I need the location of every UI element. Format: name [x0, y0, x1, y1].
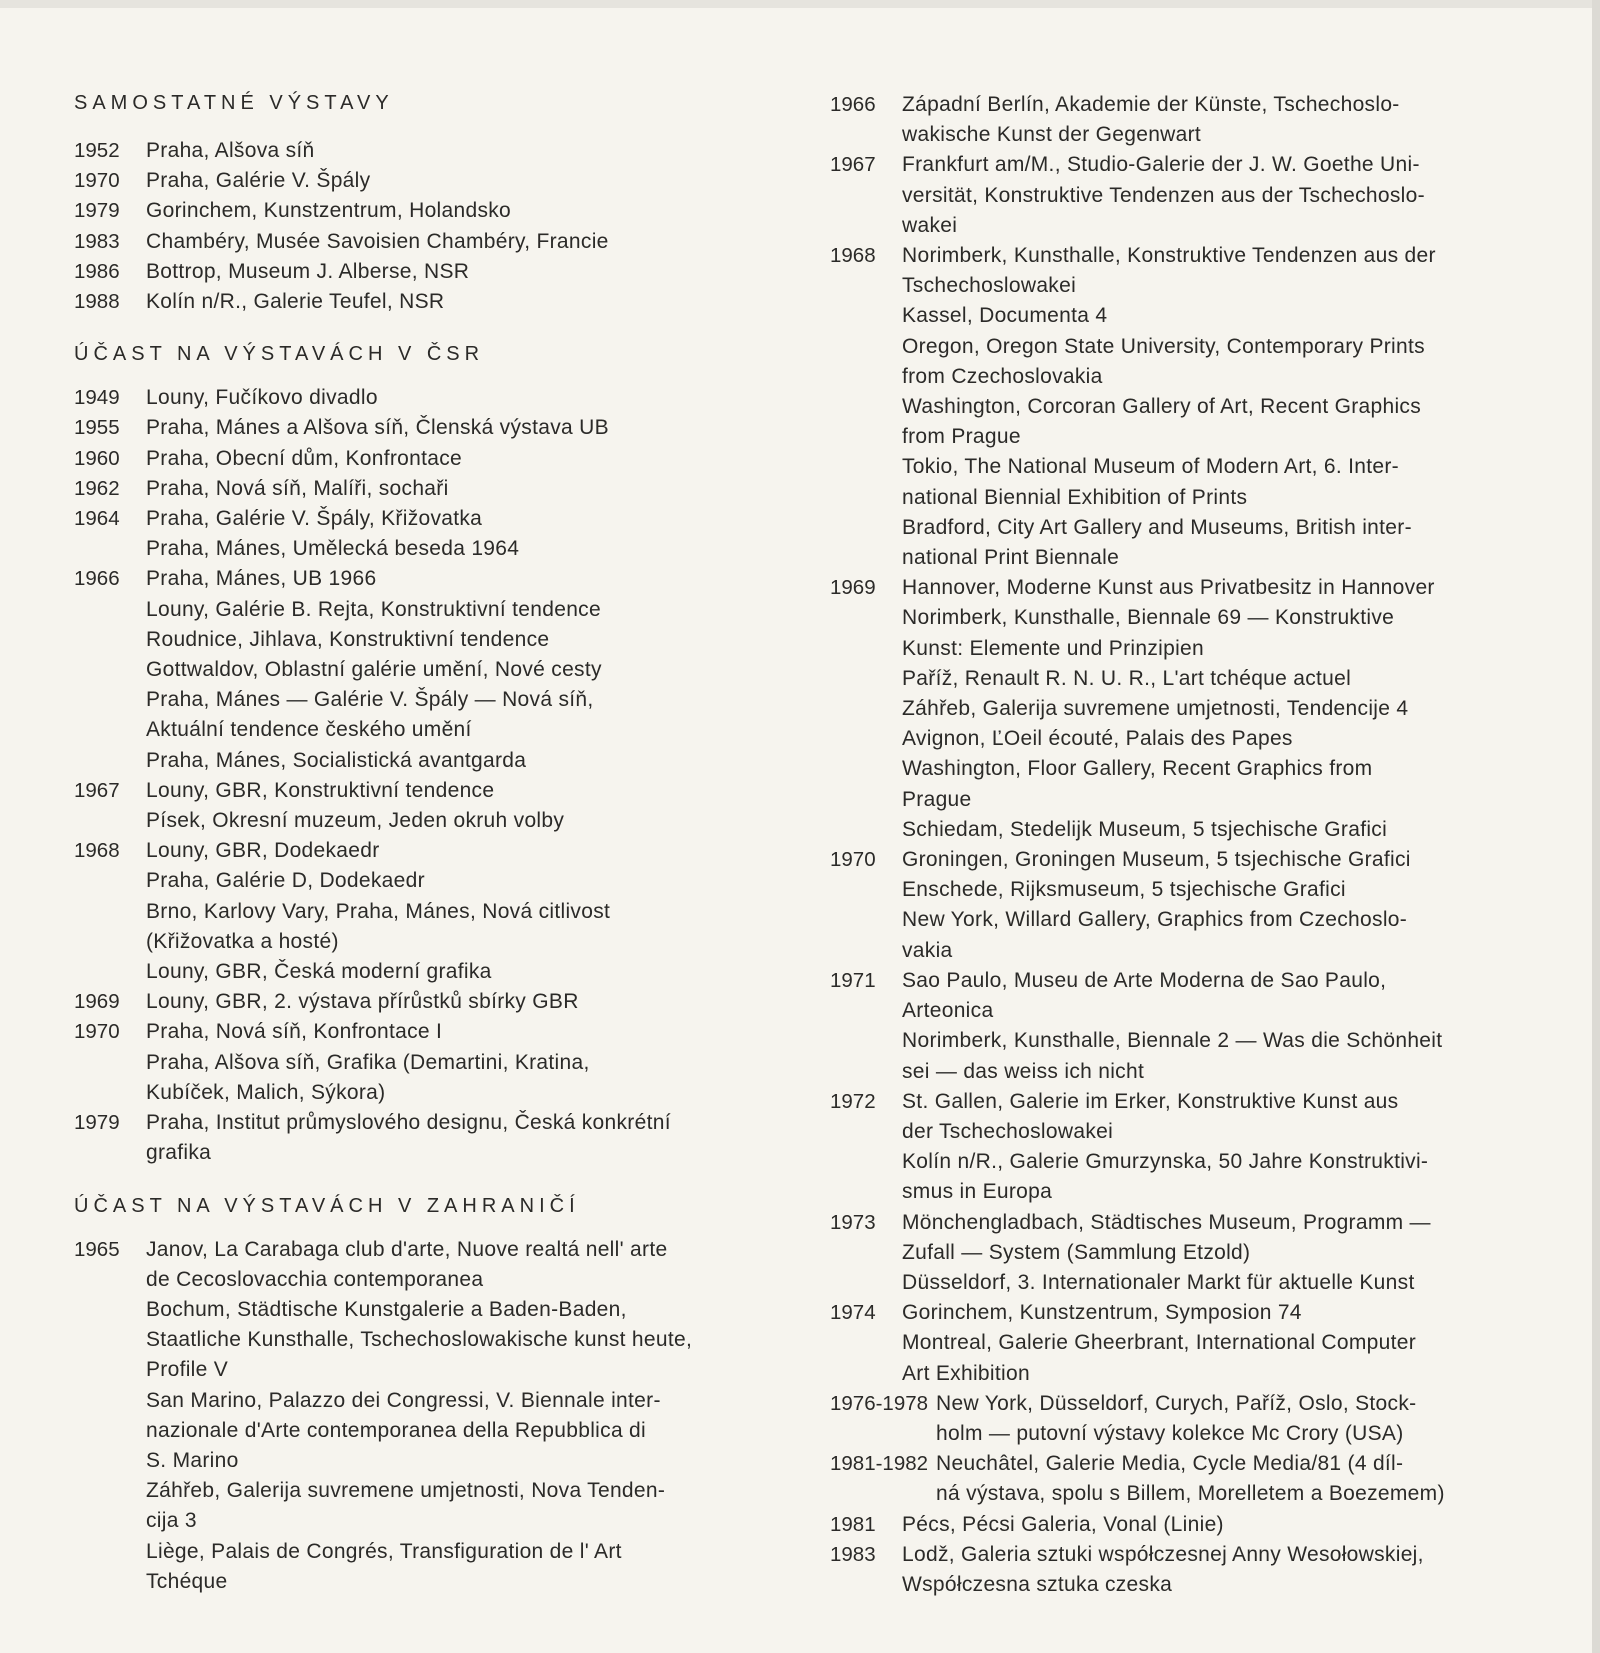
exhibition-entry [830, 1087, 1516, 1208]
entry-year: 1979 [74, 199, 120, 223]
entry-line: Düsseldorf, 3. Internationaler Markt für aktuelle Kunst [902, 1270, 1415, 1294]
entry-text [936, 1389, 1516, 1449]
entry-text [146, 987, 764, 1017]
entry-line: Západní Berlín, Akademie der Künste, Tschechoslo- [902, 93, 1400, 116]
entry-line: Tschechoslowakei [902, 274, 1077, 298]
entry-text [146, 383, 764, 413]
entry-year: 1983 [74, 229, 120, 253]
entry-year: 1970 [74, 169, 120, 193]
entry-line: national Print Biennale [902, 546, 1120, 570]
entry-text [146, 776, 764, 836]
entry-text [146, 564, 764, 775]
entry-line: Norimberk, Kunsthalle, Konstruktive Tendenzen aus der [902, 244, 1436, 268]
entry-year: 1971 [830, 968, 876, 992]
entry-line: Praha, Mánes, Socialistická avantgarda [146, 748, 527, 772]
entry-year: 1983 [830, 1542, 876, 1566]
exhibition-entry [830, 1208, 1516, 1299]
entry-line: de Cecoslovacchia contemporanea [146, 1267, 484, 1291]
exhibition-entry [830, 90, 1516, 150]
entry-line: Enschede, Rijksmuseum, 5 tsjechische Grafici [902, 878, 1346, 902]
entry-line: Staatliche Kunsthalle, Tschechoslowakische kunst heute, [146, 1328, 693, 1352]
exhibition-entry [74, 474, 764, 504]
entry-line: from Czechoslovakia [902, 364, 1103, 388]
entry-line: sei — das weiss ich nicht [902, 1059, 1145, 1083]
entry-line: Washington, Corcoran Gallery of Art, Recent Graphics [902, 395, 1422, 419]
exhibition-entry [74, 166, 764, 196]
entry-text [902, 90, 1516, 150]
entry-line: Kunst: Elemente und Prinzipien [902, 636, 1205, 660]
entry-year: 1964 [74, 507, 120, 531]
entry-text [902, 1298, 1516, 1389]
entry-text [902, 1087, 1516, 1208]
entry-line: Praha, Mánes, UB 1966 [146, 567, 377, 591]
entry-line: Louny, GBR, Dodekaedr [146, 839, 380, 863]
entry-line: der Tschechoslowakei [902, 1119, 1114, 1143]
entry-year: 1966 [830, 93, 876, 116]
entry-line: Paříž, Renault R. N. U. R., L'art tchéque actuel [902, 666, 1352, 690]
exhibition-entry [74, 196, 764, 226]
entry-line: Hannover, Moderne Kunst aus Privatbesitz in Hannover [902, 576, 1435, 600]
entry-line: Louny, GBR, 2. výstava přírůstků sbírky GBR [146, 990, 579, 1014]
entry-line: Aktuální tendence českého umění [146, 718, 472, 742]
entry-year: 1960 [74, 446, 120, 470]
exhibition-entry [830, 1449, 1516, 1509]
entry-year: 1962 [74, 476, 120, 500]
entry-line: Arteonica [902, 999, 994, 1023]
entry-text [902, 1510, 1516, 1540]
entry-text [146, 836, 764, 987]
exhibition-entry [830, 845, 1516, 966]
exhibition-entry [74, 227, 764, 257]
entry-line: Brno, Karlovy Vary, Praha, Mánes, Nová citlivost [146, 899, 611, 923]
section-heading: ÚČAST NA VÝSTAVÁCH V ZAHRANIČÍ [74, 1194, 580, 1217]
entry-line: wakei [902, 213, 958, 237]
entry-text [146, 1108, 764, 1168]
entry-year: 1986 [74, 259, 120, 283]
entry-line: grafika [146, 1141, 212, 1165]
entry-line: St. Gallen, Galerie im Erker, Konstruktive Kunst aus [902, 1089, 1399, 1113]
exhibition-entry [74, 987, 764, 1017]
entry-line: from Prague [902, 425, 1021, 449]
exhibition-entry [74, 1108, 764, 1168]
entry-year: 1972 [830, 1089, 876, 1113]
entry-line: Art Exhibition [902, 1361, 1030, 1385]
entry-line: Záhřeb, Galerija suvremene umjetnosti, Tendencije 4 [902, 697, 1409, 721]
entry-line: Bradford, City Art Gallery and Museums, British inter- [902, 515, 1412, 539]
entry-year: 1969 [830, 576, 876, 600]
entry-year: 1969 [74, 990, 120, 1014]
entry-line: Kolín n/R., Galerie Gmurzynska, 50 Jahre Konstruktivi- [902, 1150, 1429, 1174]
exhibition-entry [74, 136, 764, 166]
exhibition-entry [830, 1510, 1516, 1540]
entry-year: 1988 [74, 290, 120, 314]
entry-line: smus in Europa [902, 1180, 1053, 1204]
entry-text [902, 966, 1516, 1087]
entry-year: 1970 [830, 848, 876, 872]
entry-year: 1974 [830, 1301, 876, 1325]
entry-line: ná výstava, spolu s Billem, Morelletem a Boezemem) [936, 1482, 1445, 1506]
entry-line: Pécs, Pécsi Galeria, Vonal (Linie) [902, 1512, 1224, 1536]
entry-text [146, 1017, 764, 1108]
entry-line: New York, Willard Gallery, Graphics from Czechoslo- [902, 908, 1408, 932]
exhibition-entry [74, 413, 764, 443]
entry-line: Gorinchem, Kunstzentrum, Symposion 74 [902, 1301, 1302, 1325]
entry-line: Kolín n/R., Galerie Teufel, NSR [146, 290, 445, 314]
page-right-edge [1592, 0, 1600, 1653]
entry-year: 1965 [74, 1237, 120, 1261]
entry-year: 1981-1982 [830, 1452, 929, 1476]
entry-line: Tokio, The National Museum of Modern Art, 6. Inter- [902, 455, 1399, 479]
entry-line: Mönchengladbach, Städtisches Museum, Programm — [902, 1210, 1431, 1234]
entry-line: holm — putovní výstavy kolekce Mc Crory (USA) [936, 1421, 1404, 1445]
entry-line: nazionale d'Arte contemporanea della Repubblica di [146, 1418, 646, 1442]
entry-line: Bochum, Städtische Kunstgalerie a Baden-Baden, [146, 1297, 627, 1321]
entry-line: Louny, Galérie B. Rejta, Konstruktivní tendence [146, 597, 601, 621]
exhibition-entry [74, 287, 764, 317]
entry-line: Kassel, Documenta 4 [902, 304, 1108, 328]
left-column [74, 88, 764, 1597]
exhibition-entry [74, 564, 764, 775]
entry-line: Praha, Institut průmyslového designu, Česká konkrétní [146, 1111, 671, 1135]
entry-line: Praha, Obecní dům, Konfrontace [146, 446, 463, 470]
exhibition-entry [830, 1298, 1516, 1389]
exhibition-entry [74, 836, 764, 987]
exhibition-entry [74, 504, 764, 564]
entry-line: Praha, Mánes, Umělecká beseda 1964 [146, 537, 520, 561]
entry-text [902, 573, 1516, 845]
entry-line: wakische Kunst der Gegenwart [902, 123, 1202, 147]
entry-text [146, 444, 764, 474]
entry-year: 1955 [74, 416, 120, 440]
entry-year: 1981 [830, 1512, 876, 1536]
entry-line: Kubíček, Malich, Sýkora) [146, 1080, 386, 1104]
entry-line: Norimberk, Kunsthalle, Biennale 2 — Was die Schönheit [902, 1029, 1443, 1053]
entry-line: cija 3 [146, 1509, 197, 1533]
entry-year: 1979 [74, 1111, 120, 1135]
entry-line: Praha, Alšova síň, Grafika (Demartini, Kratina, [146, 1050, 590, 1074]
entry-text [146, 1235, 764, 1597]
entry-line: Neuchâtel, Galerie Media, Cycle Media/81 (4 díl- [936, 1452, 1404, 1476]
entry-line: vakia [902, 938, 953, 962]
entry-line: Praha, Nová síň, Malíři, sochaři [146, 476, 449, 500]
entry-text [146, 196, 764, 226]
entry-year: 1968 [74, 839, 120, 863]
entry-text [902, 1208, 1516, 1299]
entry-line: Washington, Floor Gallery, Recent Graphics from [902, 757, 1373, 781]
entry-line: Lodž, Galeria sztuki współczesnej Anny Wesołowskiej, [902, 1542, 1424, 1566]
exhibition-entry [830, 150, 1516, 241]
entry-text [902, 845, 1516, 966]
exhibition-entry [74, 257, 764, 287]
exhibition-entry [830, 1540, 1516, 1600]
entry-line: Profile V [146, 1358, 229, 1382]
entry-text [146, 227, 764, 257]
entry-line: Schiedam, Stedelijk Museum, 5 tsjechische Grafici [902, 817, 1388, 841]
entry-line: Praha, Mánes — Galérie V. Špály — Nová síň, [146, 688, 594, 712]
entry-year: 1966 [74, 567, 120, 591]
entry-year: 1968 [830, 244, 876, 268]
entry-year: 1973 [830, 1210, 876, 1234]
exhibition-entry [830, 573, 1516, 845]
entry-text [902, 241, 1516, 573]
entry-line: Praha, Alšova síň [146, 139, 315, 162]
exhibition-entry [830, 1389, 1516, 1449]
entry-line: Praha, Nová síň, Konfrontace I [146, 1020, 443, 1044]
entry-line: Zufall — System (Sammlung Etzold) [902, 1240, 1251, 1264]
entry-line: Sao Paulo, Museu de Arte Moderna de Sao Paulo, [902, 968, 1387, 992]
exhibition-entry [830, 241, 1516, 573]
entry-year: 1949 [74, 386, 120, 410]
entry-line: Louny, GBR, Česká moderní grafika [146, 960, 492, 984]
entry-text [146, 287, 764, 317]
entry-text [146, 474, 764, 504]
entry-line: Písek, Okresní muzeum, Jeden okruh volby [146, 809, 565, 833]
entry-text [146, 136, 764, 166]
entry-line: Montreal, Galerie Gheerbrant, International Computer [902, 1331, 1417, 1355]
entry-year: 1976-1978 [830, 1391, 929, 1415]
entry-text [936, 1449, 1516, 1509]
entry-year: 1970 [74, 1020, 120, 1044]
entry-line: Praha, Galérie V. Špály, Křižovatka [146, 507, 483, 531]
entry-line: Groningen, Groningen Museum, 5 tsjechische Grafici [902, 848, 1411, 872]
entry-line: New York, Düsseldorf, Curych, Paříž, Oslo, Stock- [936, 1391, 1417, 1415]
entry-line: Praha, Mánes a Alšova síň, Členská výstava UB [146, 416, 609, 440]
entry-line: Praha, Galérie D, Dodekaedr [146, 869, 425, 893]
entry-line: S. Marino [146, 1448, 239, 1472]
exhibition-entry [74, 383, 764, 413]
entry-line: Tchéque [146, 1569, 228, 1593]
entry-line: Gorinchem, Kunstzentrum, Holandsko [146, 199, 512, 223]
entry-line: Bottrop, Museum J. Alberse, NSR [146, 259, 470, 283]
entry-text [146, 504, 764, 564]
entry-line: Liège, Palais de Congrés, Transfiguration de l' Art [146, 1539, 622, 1563]
entry-line: Chambéry, Musée Savoisien Chambéry, Francie [146, 229, 609, 253]
entry-line: Janov, La Carabaga club d'arte, Nuove realtá nell' arte [146, 1237, 668, 1261]
section-heading: ÚČAST NA VÝSTAVÁCH V ČSR [74, 343, 485, 366]
entry-year: 1967 [830, 153, 876, 177]
entry-text [146, 166, 764, 196]
exhibition-entry [74, 444, 764, 474]
entry-line: Frankfurt am/M., Studio-Galerie der J. W. Goethe Uni- [902, 153, 1420, 177]
entry-line: Záhřeb, Galerija suvremene umjetnosti, Nova Tenden- [146, 1479, 666, 1503]
exhibition-entry [74, 1235, 764, 1597]
section-heading: SAMOSTATNÉ VÝSTAVY [74, 92, 394, 114]
entry-text [902, 150, 1516, 241]
exhibition-entry [830, 966, 1516, 1087]
entry-text [146, 257, 764, 287]
entry-year: 1967 [74, 778, 120, 802]
entry-line: Louny, GBR, Konstruktivní tendence [146, 778, 495, 802]
entry-line: Gottwaldov, Oblastní galérie umění, Nové cesty [146, 658, 602, 682]
entry-line: Roudnice, Jihlava, Konstruktivní tendence [146, 627, 550, 651]
exhibition-entry [74, 1017, 764, 1108]
entry-text [146, 413, 764, 443]
entry-line: Norimberk, Kunsthalle, Biennale 69 — Konstruktive [902, 606, 1395, 630]
entry-line: Louny, Fučíkovo divadlo [146, 386, 378, 410]
entry-line: (Křižovatka a hosté) [146, 929, 339, 953]
entry-text [902, 1540, 1516, 1600]
right-column [830, 90, 1516, 1600]
entry-line: San Marino, Palazzo dei Congressi, V. Biennale inter- [146, 1388, 661, 1412]
entry-line: national Biennial Exhibition of Prints [902, 485, 1248, 509]
entry-line: versität, Konstruktive Tendenzen aus der Tschechoslo- [902, 183, 1425, 207]
entry-line: Prague [902, 787, 972, 811]
entry-line: Praha, Galérie V. Špály [146, 169, 371, 193]
exhibition-entry [74, 776, 764, 836]
entry-year: 1952 [74, 139, 120, 162]
entry-line: Avignon, ĽOeil écouté, Palais des Papes [902, 727, 1293, 751]
entry-line: Współczesna sztuka czeska [902, 1572, 1173, 1596]
page-top-edge [0, 0, 1600, 8]
entry-line: Oregon, Oregon State University, Contemporary Prints [902, 334, 1425, 358]
